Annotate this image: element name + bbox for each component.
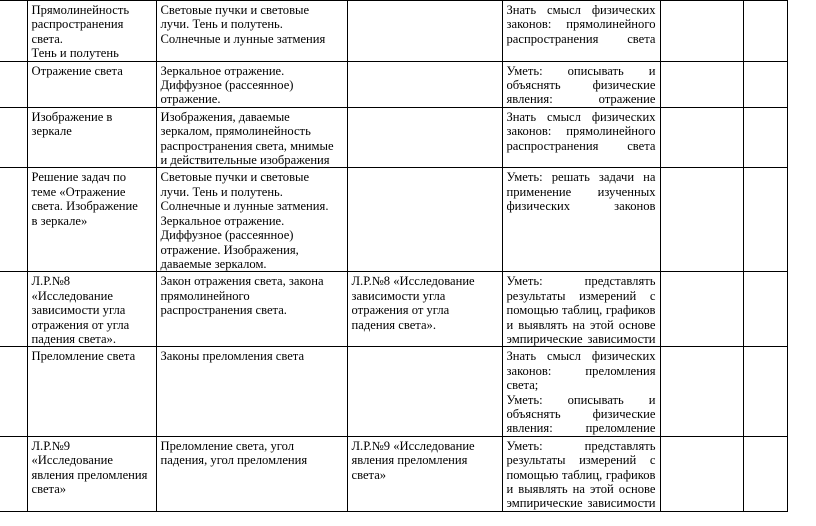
content-line: и действительные изображения <box>160 153 330 168</box>
empty-cell <box>660 168 743 272</box>
req-line: распространения света <box>506 138 656 153</box>
content-line: прямолинейного <box>160 288 250 303</box>
table-row <box>0 1 787 62</box>
content-line: Световые пучки и световые <box>160 3 310 17</box>
topic-line: света» <box>31 482 67 496</box>
lab-work-cell <box>347 1 502 62</box>
table-row <box>0 272 787 347</box>
content-line: Зеркальное отражение. <box>160 213 285 228</box>
table-row <box>0 347 787 436</box>
table-row <box>0 168 787 272</box>
lab-work-cell <box>347 107 502 168</box>
req-line: законов: прямолинейного <box>506 17 656 32</box>
lab-work-cell <box>347 436 502 511</box>
lesson-topic-cell <box>27 347 156 436</box>
req-line: Знать смысл физических <box>506 3 656 17</box>
req-line: помощью таблиц, графиков <box>506 303 656 318</box>
lab-line: зависимости угла <box>351 288 446 303</box>
content-line: Диффузное (рассеянное) <box>160 78 294 93</box>
req-line: эмпирические зависимости <box>506 496 656 511</box>
topic-line: в зеркале» <box>31 213 88 228</box>
topic-line: зависимости угла <box>31 303 126 318</box>
req-line: Уметь: решать задачи на <box>506 170 656 185</box>
req-line: Уметь: описывать и <box>506 63 656 78</box>
topic-line: света. <box>31 31 63 46</box>
content-line: Солнечные и лунные затмения. <box>160 199 329 214</box>
topic-line: Преломление света <box>31 349 136 364</box>
topic-line: света. Изображение <box>31 199 138 214</box>
topic-line: зеркале <box>31 124 72 139</box>
content-line: лучи. Тень и полутень. <box>160 17 283 32</box>
row-number-cell <box>0 436 27 511</box>
lesson-topic-cell <box>27 107 156 168</box>
req-line: результаты измерений с <box>506 288 656 303</box>
topic-line: распространения <box>31 17 124 32</box>
content-line: отражение. <box>160 92 221 107</box>
req-line: Знать смысл физических <box>506 349 656 364</box>
req-line: объяснять физические <box>506 78 656 93</box>
lab-line: падения света». <box>351 317 436 332</box>
req-line: Уметь: описывать и <box>506 392 656 407</box>
empty-cell <box>743 272 787 347</box>
content-line: Зеркальное отражение. <box>160 63 285 78</box>
content-line: Диффузное (рассеянное) <box>160 228 294 243</box>
lesson-topic-cell <box>27 272 156 347</box>
lesson-content-cell <box>156 107 347 168</box>
req-line: законов: прямолинейного <box>506 124 656 139</box>
lesson-content-cell <box>156 272 347 347</box>
requirements-cell <box>502 347 660 436</box>
row-number-cell <box>0 107 27 168</box>
req-line: явления: преломление <box>506 421 656 436</box>
lab-line: отражения от угла <box>351 303 450 318</box>
req-line: законов: преломления <box>506 363 656 378</box>
lesson-content-cell <box>156 61 347 107</box>
empty-cell <box>743 1 787 62</box>
requirements-cell <box>502 61 660 107</box>
topic-line: явления преломления <box>31 467 148 482</box>
lesson-topic-cell <box>27 168 156 272</box>
row-number-cell <box>0 347 27 436</box>
empty-cell <box>660 61 743 107</box>
lesson-topic-cell <box>27 436 156 511</box>
req-line: Знать смысл физических <box>506 109 656 124</box>
content-line: лучи. Тень и полутень. <box>160 184 283 199</box>
empty-cell <box>660 1 743 62</box>
lab-work-cell <box>347 347 502 436</box>
table-row <box>0 61 787 107</box>
req-line: и выявлять на этой основе <box>506 317 656 332</box>
req-line: результаты измерений с <box>506 453 656 468</box>
topic-line: Л.Р.№8 <box>31 274 71 289</box>
topic-line: «Исследование <box>31 288 113 303</box>
lesson-content-cell <box>156 347 347 436</box>
table-row <box>0 436 787 511</box>
req-line: физических законов <box>506 199 656 214</box>
lab-line: Л.Р.№9 «Исследование <box>351 438 475 453</box>
lab-line: света» <box>351 467 387 482</box>
topic-line: падения света». <box>31 331 116 346</box>
content-line: Изображения, даваемые <box>160 109 290 124</box>
empty-cell <box>743 107 787 168</box>
content-line: Преломление света, угол <box>160 438 295 453</box>
content-line: Закон отражения света, закона <box>160 274 324 289</box>
row-number-cell <box>0 168 27 272</box>
topic-line: Тень и полутень <box>31 46 119 61</box>
req-line: эмпирические зависимости <box>506 331 656 346</box>
empty-cell <box>660 107 743 168</box>
empty-cell <box>660 347 743 436</box>
requirements-cell <box>502 436 660 511</box>
lesson-topic-cell <box>27 1 156 62</box>
lab-work-cell <box>347 272 502 347</box>
req-line: распространения света <box>506 31 656 46</box>
req-line: и выявлять на этой основе <box>506 482 656 496</box>
lesson-topic-cell <box>27 61 156 107</box>
row-number-cell <box>0 61 27 107</box>
empty-cell <box>660 272 743 347</box>
topic-line: отражения от угла <box>31 317 130 332</box>
topic-line: Отражение света <box>31 63 123 78</box>
table-row <box>0 107 787 168</box>
table-body <box>0 1 787 512</box>
content-line: отражение. Изображения, <box>160 242 299 257</box>
content-line: распространения света. <box>160 303 287 318</box>
content-line: Законы преломления света <box>160 349 305 364</box>
req-line: явления: отражение <box>506 92 656 107</box>
requirements-cell <box>502 272 660 347</box>
topic-line: теме «Отражение <box>31 184 126 199</box>
req-line: Уметь: представлять <box>506 274 656 289</box>
lab-line: явления преломления <box>351 453 468 468</box>
req-line: Уметь: представлять <box>506 438 656 453</box>
content-line: зеркалом, прямолинейность <box>160 124 311 139</box>
content-line: Световые пучки и световые <box>160 170 310 185</box>
topic-line: Прямолинейность <box>31 3 130 17</box>
topic-line: Решение задач по <box>31 170 127 185</box>
req-line: применение изученных <box>506 184 656 199</box>
empty-cell <box>743 436 787 511</box>
lab-work-cell <box>347 168 502 272</box>
topic-line: Л.Р.№9 <box>31 438 71 453</box>
lab-line: Л.Р.№8 «Исследование <box>351 274 475 289</box>
requirements-cell <box>502 168 660 272</box>
requirements-cell <box>502 1 660 62</box>
empty-cell <box>743 168 787 272</box>
topic-line: «Исследование <box>31 453 113 468</box>
content-line: Солнечные и лунные затмения <box>160 31 326 46</box>
req-line: света; <box>506 378 539 393</box>
row-number-cell <box>0 1 27 62</box>
content-line: распространения света, мнимые <box>160 138 334 153</box>
empty-cell <box>743 347 787 436</box>
lesson-content-cell <box>156 436 347 511</box>
lab-work-cell <box>347 61 502 107</box>
empty-cell <box>660 436 743 511</box>
lesson-content-cell <box>156 168 347 272</box>
topic-line: Изображение в <box>31 109 113 124</box>
content-line: даваемые зеркалом. <box>160 256 267 271</box>
req-line: помощью таблиц, графиков <box>506 467 656 482</box>
requirements-cell <box>502 107 660 168</box>
lesson-content-cell <box>156 1 347 62</box>
empty-cell <box>743 61 787 107</box>
content-line: падения, угол преломления <box>160 453 308 468</box>
req-line: объяснять физические <box>506 406 656 421</box>
row-number-cell <box>0 272 27 347</box>
